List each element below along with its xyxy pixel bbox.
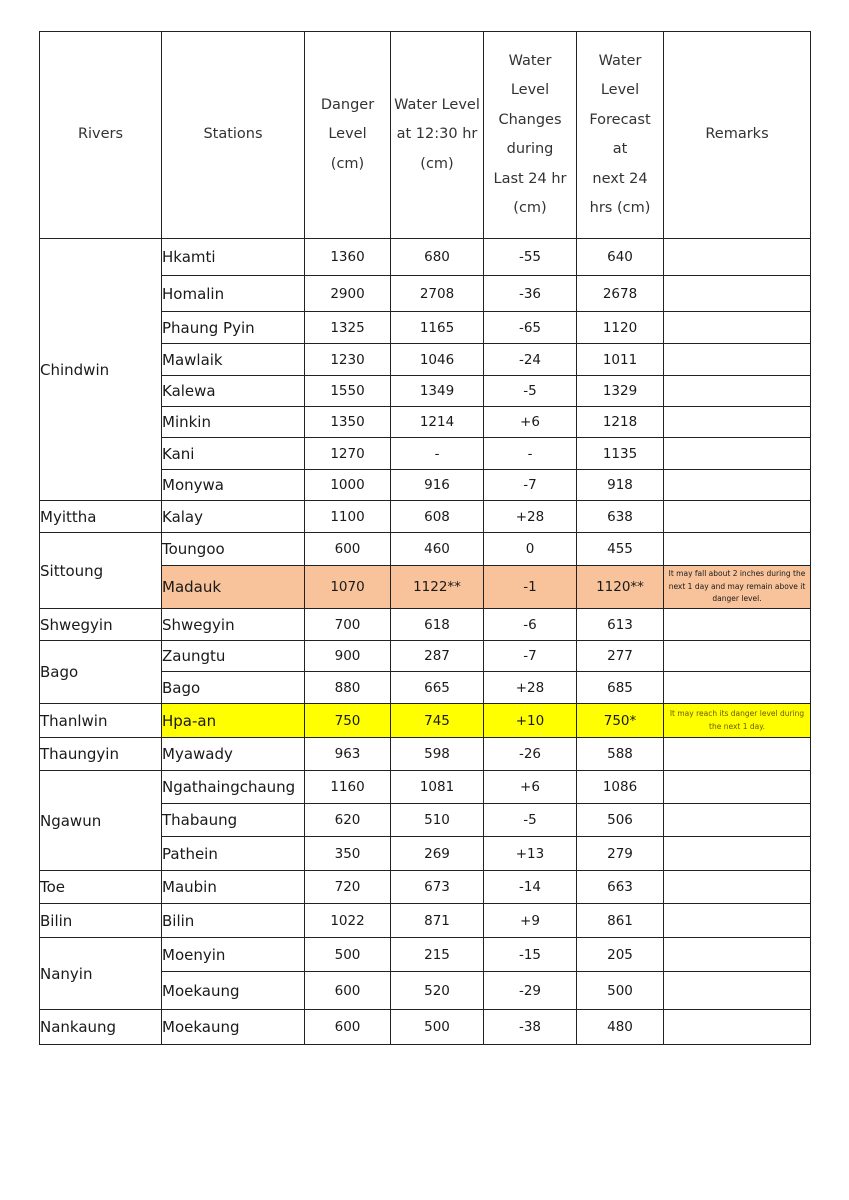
- forecast-cell: 685: [577, 672, 664, 704]
- table-row: [40, 904, 811, 938]
- forecast-cell: 279: [577, 837, 664, 871]
- forecast-cell: 1135: [577, 438, 664, 470]
- forecast-cell: 2678: [577, 276, 664, 312]
- river-cell: Chindwin: [40, 239, 162, 501]
- water-level-cell: 598: [391, 738, 484, 771]
- remark-cell: [664, 672, 811, 704]
- danger-level-cell: 1550: [305, 376, 391, 407]
- river-cell: Nanyin: [40, 938, 162, 1010]
- table-row: [40, 501, 811, 533]
- level-change-cell: -5: [484, 804, 577, 837]
- river-water-level-table: [39, 31, 811, 1045]
- remark-cell: [664, 276, 811, 312]
- forecast-cell: 277: [577, 641, 664, 672]
- station-cell: Ngathaingchaung: [162, 771, 305, 804]
- station-cell: Pathein: [162, 837, 305, 871]
- station-cell: Thabaung: [162, 804, 305, 837]
- danger-level-cell: 750: [305, 704, 391, 738]
- danger-level-cell: 900: [305, 641, 391, 672]
- level-change-cell: +6: [484, 407, 577, 438]
- station-cell: Moenyin: [162, 938, 305, 972]
- table-row: [40, 704, 811, 738]
- water-level-cell: 665: [391, 672, 484, 704]
- level-change-cell: 0: [484, 533, 577, 566]
- water-level-cell: -: [391, 438, 484, 470]
- header-rivers: Rivers: [40, 32, 162, 239]
- remark-cell: [664, 239, 811, 276]
- forecast-cell: 1011: [577, 344, 664, 376]
- station-cell: Kani: [162, 438, 305, 470]
- forecast-cell: 480: [577, 1010, 664, 1045]
- header-row: [40, 32, 811, 239]
- table-row: [40, 239, 811, 276]
- table-row: [40, 938, 811, 972]
- remark-cell: [664, 871, 811, 904]
- header-remarks: Remarks: [664, 32, 811, 239]
- remark-cell: [664, 312, 811, 344]
- water-level-cell: 287: [391, 641, 484, 672]
- table-row: [40, 771, 811, 804]
- water-level-cell: 1081: [391, 771, 484, 804]
- danger-level-cell: 700: [305, 609, 391, 641]
- water-level-cell: 745: [391, 704, 484, 738]
- water-level-cell: 673: [391, 871, 484, 904]
- remark-cell: [664, 972, 811, 1010]
- remark-cell: [664, 771, 811, 804]
- danger-level-cell: 1325: [305, 312, 391, 344]
- water-level-cell: 1214: [391, 407, 484, 438]
- river-cell: Shwegyin: [40, 609, 162, 641]
- water-level-cell: 1122**: [391, 566, 484, 609]
- level-change-cell: +9: [484, 904, 577, 938]
- remark-cell: [664, 804, 811, 837]
- station-cell: Madauk: [162, 566, 305, 609]
- level-change-cell: +13: [484, 837, 577, 871]
- river-cell: Toe: [40, 871, 162, 904]
- level-change-cell: -26: [484, 738, 577, 771]
- forecast-cell: 205: [577, 938, 664, 972]
- danger-level-cell: 1022: [305, 904, 391, 938]
- water-level-cell: 460: [391, 533, 484, 566]
- remark-cell: It may reach its danger level during the next 1 day.: [664, 704, 811, 738]
- station-cell: Zaungtu: [162, 641, 305, 672]
- station-cell: Shwegyin: [162, 609, 305, 641]
- danger-level-cell: 600: [305, 972, 391, 1010]
- danger-level-cell: 350: [305, 837, 391, 871]
- station-cell: Moekaung: [162, 1010, 305, 1045]
- river-cell: Bago: [40, 641, 162, 704]
- station-cell: Bilin: [162, 904, 305, 938]
- remark-cell: [664, 1010, 811, 1045]
- remark-cell: It may fall about 2 inches during the next 1 day and may remain above it danger level.: [664, 566, 811, 609]
- station-cell: Minkin: [162, 407, 305, 438]
- table-row: [40, 738, 811, 771]
- river-cell: Bilin: [40, 904, 162, 938]
- river-cell: Nankaung: [40, 1010, 162, 1045]
- remark-cell: [664, 501, 811, 533]
- remark-cell: [664, 837, 811, 871]
- table-row: [40, 533, 811, 566]
- station-cell: Moekaung: [162, 972, 305, 1010]
- header-danger-level: Danger Level (cm): [305, 32, 391, 239]
- forecast-cell: 500: [577, 972, 664, 1010]
- level-change-cell: -24: [484, 344, 577, 376]
- forecast-cell: 663: [577, 871, 664, 904]
- level-change-cell: -14: [484, 871, 577, 904]
- danger-level-cell: 880: [305, 672, 391, 704]
- danger-level-cell: 1360: [305, 239, 391, 276]
- level-change-cell: -5: [484, 376, 577, 407]
- water-level-cell: 500: [391, 1010, 484, 1045]
- station-cell: Phaung Pyin: [162, 312, 305, 344]
- header-level-changes: Water Level Changes during Last 24 hr (cm): [484, 32, 577, 239]
- level-change-cell: -: [484, 438, 577, 470]
- table-body: [40, 239, 811, 1045]
- level-change-cell: +28: [484, 672, 577, 704]
- forecast-cell: 640: [577, 239, 664, 276]
- danger-level-cell: 1270: [305, 438, 391, 470]
- forecast-cell: 613: [577, 609, 664, 641]
- forecast-cell: 1120**: [577, 566, 664, 609]
- danger-level-cell: 1230: [305, 344, 391, 376]
- station-cell: Kalewa: [162, 376, 305, 407]
- danger-level-cell: 1350: [305, 407, 391, 438]
- remark-cell: [664, 738, 811, 771]
- level-change-cell: -7: [484, 470, 577, 501]
- level-change-cell: +6: [484, 771, 577, 804]
- water-level-cell: 510: [391, 804, 484, 837]
- forecast-cell: 455: [577, 533, 664, 566]
- water-level-cell: 608: [391, 501, 484, 533]
- station-cell: Toungoo: [162, 533, 305, 566]
- level-change-cell: +28: [484, 501, 577, 533]
- danger-level-cell: 500: [305, 938, 391, 972]
- danger-level-cell: 1160: [305, 771, 391, 804]
- station-cell: Myawady: [162, 738, 305, 771]
- remark-cell: [664, 470, 811, 501]
- station-cell: Hpa-an: [162, 704, 305, 738]
- forecast-cell: 588: [577, 738, 664, 771]
- station-cell: Homalin: [162, 276, 305, 312]
- forecast-cell: 1329: [577, 376, 664, 407]
- table-row: [40, 609, 811, 641]
- level-change-cell: +10: [484, 704, 577, 738]
- header-water-level: Water Level at 12:30 hr (cm): [391, 32, 484, 239]
- water-level-cell: 680: [391, 239, 484, 276]
- remark-cell: [664, 938, 811, 972]
- danger-level-cell: 963: [305, 738, 391, 771]
- remark-cell: [664, 407, 811, 438]
- header-stations: Stations: [162, 32, 305, 239]
- water-level-cell: 2708: [391, 276, 484, 312]
- forecast-cell: 1218: [577, 407, 664, 438]
- danger-level-cell: 720: [305, 871, 391, 904]
- level-change-cell: -1: [484, 566, 577, 609]
- water-level-cell: 871: [391, 904, 484, 938]
- water-level-cell: 1349: [391, 376, 484, 407]
- danger-level-cell: 620: [305, 804, 391, 837]
- danger-level-cell: 2900: [305, 276, 391, 312]
- remark-cell: [664, 641, 811, 672]
- level-change-cell: -65: [484, 312, 577, 344]
- water-level-cell: 1165: [391, 312, 484, 344]
- river-cell: Thaungyin: [40, 738, 162, 771]
- forecast-cell: 918: [577, 470, 664, 501]
- forecast-cell: 1086: [577, 771, 664, 804]
- table-row: [40, 1010, 811, 1045]
- level-change-cell: -29: [484, 972, 577, 1010]
- forecast-cell: 638: [577, 501, 664, 533]
- forecast-cell: 861: [577, 904, 664, 938]
- forecast-cell: 1120: [577, 312, 664, 344]
- level-change-cell: -6: [484, 609, 577, 641]
- forecast-cell: 750*: [577, 704, 664, 738]
- danger-level-cell: 600: [305, 1010, 391, 1045]
- water-level-cell: 520: [391, 972, 484, 1010]
- remark-cell: [664, 344, 811, 376]
- station-cell: Mawlaik: [162, 344, 305, 376]
- remark-cell: [664, 438, 811, 470]
- table-row: [40, 871, 811, 904]
- danger-level-cell: 1070: [305, 566, 391, 609]
- river-cell: Ngawun: [40, 771, 162, 871]
- water-level-cell: 215: [391, 938, 484, 972]
- water-level-cell: 1046: [391, 344, 484, 376]
- danger-level-cell: 1000: [305, 470, 391, 501]
- level-change-cell: -15: [484, 938, 577, 972]
- level-change-cell: -7: [484, 641, 577, 672]
- water-level-cell: 916: [391, 470, 484, 501]
- remark-cell: [664, 609, 811, 641]
- river-cell: Myittha: [40, 501, 162, 533]
- remark-cell: [664, 376, 811, 407]
- station-cell: Maubin: [162, 871, 305, 904]
- river-cell: Sittoung: [40, 533, 162, 609]
- river-cell: Thanlwin: [40, 704, 162, 738]
- danger-level-cell: 1100: [305, 501, 391, 533]
- station-cell: Bago: [162, 672, 305, 704]
- forecast-cell: 506: [577, 804, 664, 837]
- level-change-cell: -38: [484, 1010, 577, 1045]
- station-cell: Monywa: [162, 470, 305, 501]
- water-level-cell: 269: [391, 837, 484, 871]
- danger-level-cell: 600: [305, 533, 391, 566]
- water-level-cell: 618: [391, 609, 484, 641]
- station-cell: Kalay: [162, 501, 305, 533]
- header-forecast: Water Level Forecast at next 24 hrs (cm): [577, 32, 664, 239]
- remark-cell: [664, 533, 811, 566]
- remark-cell: [664, 904, 811, 938]
- level-change-cell: -55: [484, 239, 577, 276]
- station-cell: Hkamti: [162, 239, 305, 276]
- table-row: [40, 641, 811, 672]
- level-change-cell: -36: [484, 276, 577, 312]
